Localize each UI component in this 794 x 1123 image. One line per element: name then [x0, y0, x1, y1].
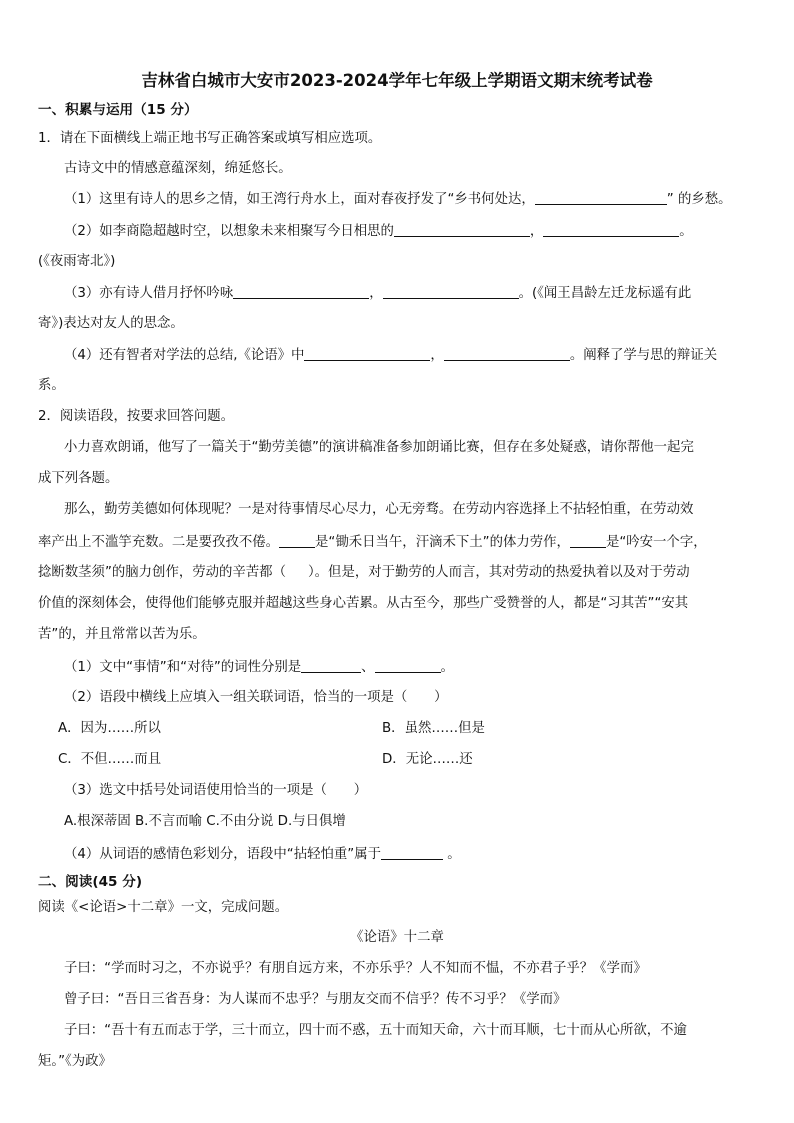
question-1-item-3-cont: 寄》)表达对友人的思念。 [38, 316, 184, 331]
question-2-sub-1: （1）文中“事情”和“对待”的词性分别是 、 。 [64, 660, 454, 675]
page-title: 吉林省白城市大安市2023-2024学年七年级上学期语文期末统考试卷 [141, 71, 653, 90]
article-line: 矩。”《为政》 [38, 1054, 112, 1069]
option-b[interactable]: B．虽然……但是 [382, 721, 485, 736]
article-line: 子曰：“吾十有五而志于学，三十而立，四十而不惑，五十而知天命，六十而耳顺，七十而从心所欲，不逾 [64, 1023, 687, 1038]
section-2-intro: 阅读《<论语>十二章》一文，完成问题。 [38, 900, 289, 915]
question-1-item-2-source: (《夜雨寄北》) [38, 254, 116, 269]
article-title: 《论语》十二章 [350, 930, 444, 945]
passage-line: 那么，勤劳美德如何体现呢？一是对待事情尽心尽力，心无旁骛。在劳动内容选择上不拈轻怕重，在劳动效 [64, 502, 694, 517]
answer-blank[interactable] [444, 346, 570, 361]
passage-line: 苦”的，并且常常以苦为乐。 [38, 627, 206, 642]
answer-blank[interactable] [381, 845, 443, 860]
question-2-stem: 2．阅读语段，按要求回答问题。 [38, 409, 234, 424]
option-c[interactable]: C．不但……而且 [58, 752, 162, 767]
question-2-sub-3: （3）选文中括号处词语使用恰当的一项是（ ） [64, 783, 368, 798]
answer-blank[interactable] [535, 190, 667, 205]
answer-blank[interactable] [383, 284, 519, 299]
question-1-item-3: （3）亦有诗人借月抒怀吟咏 ， 。(《闻王昌龄左迁龙标遥有此 [64, 286, 692, 301]
passage-line: 捻断数茎须”的脑力创作，劳动的辛苦都（ ）。但是，对于勤劳的人而言，其对劳动的热爱执着以及对于劳动 [38, 565, 690, 580]
question-1-item-2: （2）如李商隐超越时空，以想象未来相聚写今日相思的 ， 。 [64, 224, 693, 239]
article-line: 曾子曰：“吾日三省吾身：为人谋而不忠乎？与朋友交而不信乎？传不习乎？《学而》 [64, 992, 567, 1007]
answer-blank[interactable] [543, 222, 679, 237]
passage-line: 成下列各题。 [38, 471, 119, 486]
article-line: 子曰：“学而时习之，不亦说乎？有朋自远方来，不亦乐乎？人不知而不愠，不亦君子乎？《学而》 [64, 961, 647, 976]
answer-blank[interactable] [570, 533, 606, 548]
question-1-item-4-cont: 系。 [38, 378, 65, 393]
question-2-sub-4: （4）从词语的感情色彩划分，语段中“拈轻怕重”属于 。 [64, 847, 461, 862]
answer-blank[interactable] [394, 222, 530, 237]
question-1-item-4: （4）还有智者对学法的总结,《论语》中 ， 。阐释了学与思的辩证关 [64, 348, 718, 363]
answer-blank[interactable] [301, 658, 361, 673]
answer-blank[interactable] [304, 346, 430, 361]
question-1-stem: 1．请在下面横线上端正地书写正确答案或填写相应选项。 [38, 131, 382, 146]
section-heading-1: 一、积累与运用（15 分） [38, 102, 198, 118]
answer-blank[interactable] [233, 284, 369, 299]
answer-blank[interactable] [279, 533, 315, 548]
option-d[interactable]: D．无论……还 [382, 752, 473, 767]
passage-line: 价值的深刻体会，使得他们能够克服并超越这些身心苦累。从古至今，那些广受赞誉的人，都是“习其苦”“安其 [38, 596, 689, 611]
answer-blank[interactable] [375, 658, 441, 673]
section-heading-2: 二、阅读(45 分) [38, 874, 143, 890]
question-2-sub-2: （2）语段中横线上应填入一组关联词语，恰当的一项是（ ） [64, 690, 448, 705]
question-1-item-1: （1）这里有诗人的思乡之情，如王湾行舟水上，面对春夜抒发了“乡书何处达， ” 的乡愁。 [64, 192, 732, 207]
passage-line: 率产出上不滥竽充数。二是要孜孜不倦。 是“锄禾日当午，汗滴禾下土”的体力劳作， 是“吟安一个字， [38, 535, 707, 550]
question-1-intro: 古诗文中的情感意蕴深刻，绵延悠长。 [64, 161, 292, 176]
passage-line: 小力喜欢朗诵，他写了一篇关于“勤劳美德”的演讲稿准备参加朗诵比赛，但存在多处疑惑，请你帮他一起完 [64, 440, 694, 455]
option-a[interactable]: A．因为……所以 [58, 721, 161, 736]
question-2-sub-3-options: A.根深蒂固 B.不言而喻 C.不由分说 D.与日俱增 [64, 814, 346, 829]
